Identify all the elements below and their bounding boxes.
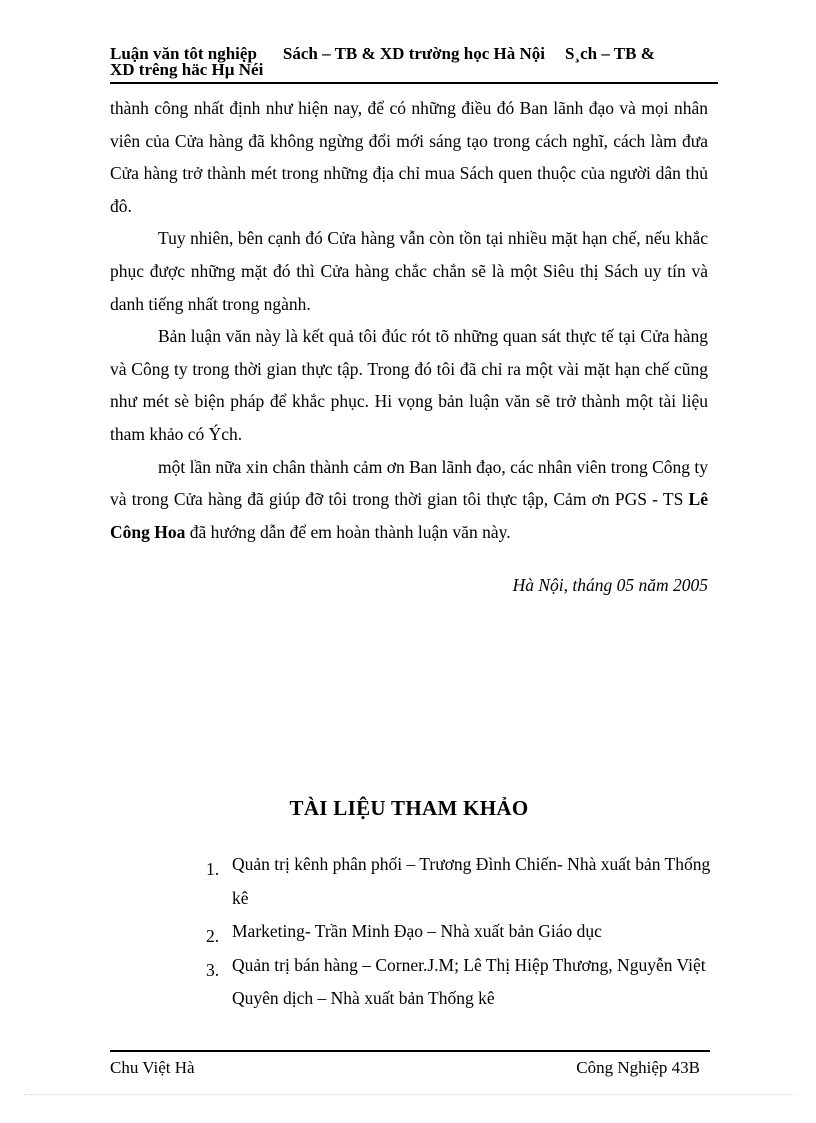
paragraph-1: thành công nhất định như hiện nay, để có những điều đó Ban lãnh đạo và mọi nhân viên của Cửa hàng đã không ngừng đổi mới sáng tạo trong cách nghĩ, cách làm đưa Cửa hàng trở thành mét trong những địa chỉ mua Sách quen thuộc của người dân thủ đô. [110,98,708,216]
footer-rule [110,1050,710,1052]
reference-text: Quản trị kênh phân phối – Trương Đình Chiến- Nhà xuất bản Thống kê [232,854,711,908]
header-thesis-label: Luận văn tôt nghiệp [110,44,257,63]
reference-number: 2. [206,926,220,946]
reference-item [206,915,716,949]
header-topic-garbled: S¸ch – TB & [564,44,655,63]
header-rule [110,82,718,84]
header-topic: Sách – TB & XD trường học Hà Nội [282,44,545,63]
reference-number: 3. [206,959,220,980]
paragraph-4 [110,451,708,549]
reference-item [206,848,716,915]
paragraph-4-text-start: một lần nữa xin chân thành cảm ơn Ban lãnh đạo, các nhân viên trong Công ty và trong Cửa hàng đã giúp đỡ tôi trong thời gian tôi thực tập, Cảm ơn PGS - TS [110,456,708,510]
running-header [110,46,718,78]
paragraph-3: Bản luận văn này là kết quả tôi đúc rót tõ những quan sát thực tế tại Cửa hàng và Công ty trong thời gian thực tập. Trong đó tôi đã chỉ ra một vài mặt hạn chế cũng như mét sè biện pháp để khắc phục. Hi vọng bản luận văn sẽ trở thành một tài liệu tham khảo có Ých. [110,326,708,444]
footer-class: Công Nghiệp 43B [576,1058,700,1077]
references-title: TÀI LIỆU THAM KHẢO [289,796,529,820]
paragraph-2: Tuy nhiên, bên cạnh đó Cửa hàng vẫn còn tồn tại nhiều mặt hạn chế, nếu khắc phục được những mặt đó thì Cửa hàng chắc chắn sẽ là một Siêu thị Sách uy tín và danh tiếng nhất trong ngành. [110,228,708,314]
page-edge-divider [24,1094,794,1095]
reference-text: Marketing- Trần Minh Đạo – Nhà xuất bản Giáo dục [232,921,602,941]
body-text [110,92,708,548]
reference-item [206,949,716,1016]
advisor-name: Lê Công Hoa [110,489,708,542]
reference-text: Quản trị bán hàng – Corner.J.M; Lê Thị Hiệp Thương, Nguyễn Việt Quyên dịch – Nhà xuất bản Thống kê [232,954,706,1008]
reference-number: 1. [206,859,220,879]
paragraph-4-text-end: đã hướng dẫn để em hoàn thành luận văn này. [185,521,511,542]
header-line-2: XD trêng häc Hµ Néi [110,60,264,79]
references-list [206,848,716,1016]
date-line: Hà Nội, tháng 05 năm 2005 [512,575,708,595]
footer-author: Chu Việt Hà [110,1058,195,1077]
